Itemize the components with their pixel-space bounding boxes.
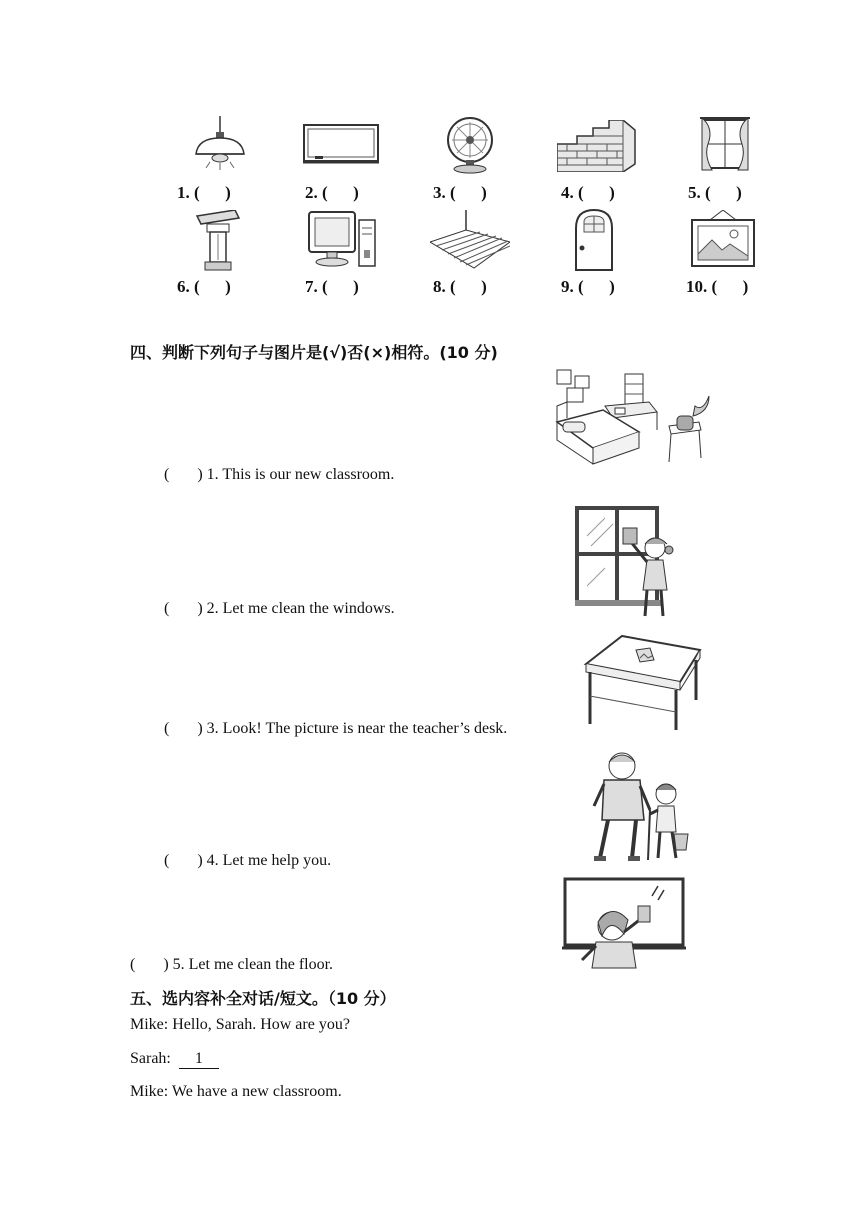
speaker: Sarah:	[130, 1050, 171, 1067]
item-3-label: 3. ( )	[433, 183, 487, 202]
q1-sentence: ( ) 1. This is our new classroom.	[164, 466, 395, 483]
section-5-title: 五、选内容补全对话/短文。（10 分）	[130, 989, 396, 1008]
desk-with-picture-icon	[582, 634, 702, 732]
boy-helping-grandpa-icon	[592, 750, 692, 864]
item-5-label: 5. ( )	[688, 183, 742, 202]
item-4-label: 4. ( )	[561, 183, 615, 202]
item-6-label: 6. ( )	[177, 277, 231, 296]
girl-cleaning-window-icon	[575, 506, 679, 618]
item-2-label: 2. ( )	[305, 183, 359, 202]
brick-wall-icon	[557, 120, 637, 172]
dialogue-line-1	[130, 1016, 350, 1034]
blackboard-icon	[303, 124, 379, 166]
speaker: Mike:	[130, 1016, 169, 1033]
item-7-label: 7. ( )	[305, 277, 359, 296]
floor-icon	[430, 210, 510, 270]
answer-blank-1[interactable]: 1	[179, 1050, 219, 1069]
q3-sentence: ( ) 3. Look! The picture is near the teacher’s desk.	[164, 720, 508, 737]
q2-sentence: ( ) 2. Let me clean the windows.	[164, 600, 395, 617]
door-icon	[572, 208, 616, 272]
item-10-label: 10. ( )	[686, 277, 749, 296]
bedroom-scene-icon	[553, 366, 713, 472]
line-text: We have a new classroom.	[168, 1083, 342, 1100]
dialogue-line-2	[130, 1050, 219, 1069]
computer-icon	[307, 210, 377, 270]
item-1-label: 1. ( )	[177, 183, 231, 202]
dialogue-line-3	[130, 1083, 342, 1101]
ceiling-lamp-icon	[188, 116, 252, 172]
q4-sentence: ( ) 4. Let me help you.	[164, 852, 332, 869]
window-curtains-icon	[700, 116, 750, 174]
section-4-title: 四、判断下列句子与图片是(√)否(×)相符。(10 分)	[130, 343, 498, 362]
framed-picture-icon	[690, 210, 756, 268]
speaker: Mike:	[130, 1083, 169, 1100]
girl-cleaning-blackboard-icon	[562, 876, 686, 972]
fan-icon	[442, 116, 498, 174]
q5-sentence: ( ) 5. Let me clean the floor.	[130, 956, 334, 973]
item-9-label: 9. ( )	[561, 277, 615, 296]
item-8-label: 8. ( )	[433, 277, 487, 296]
line-text: Hello, Sarah. How are you?	[168, 1016, 350, 1033]
lectern-icon	[195, 210, 241, 272]
